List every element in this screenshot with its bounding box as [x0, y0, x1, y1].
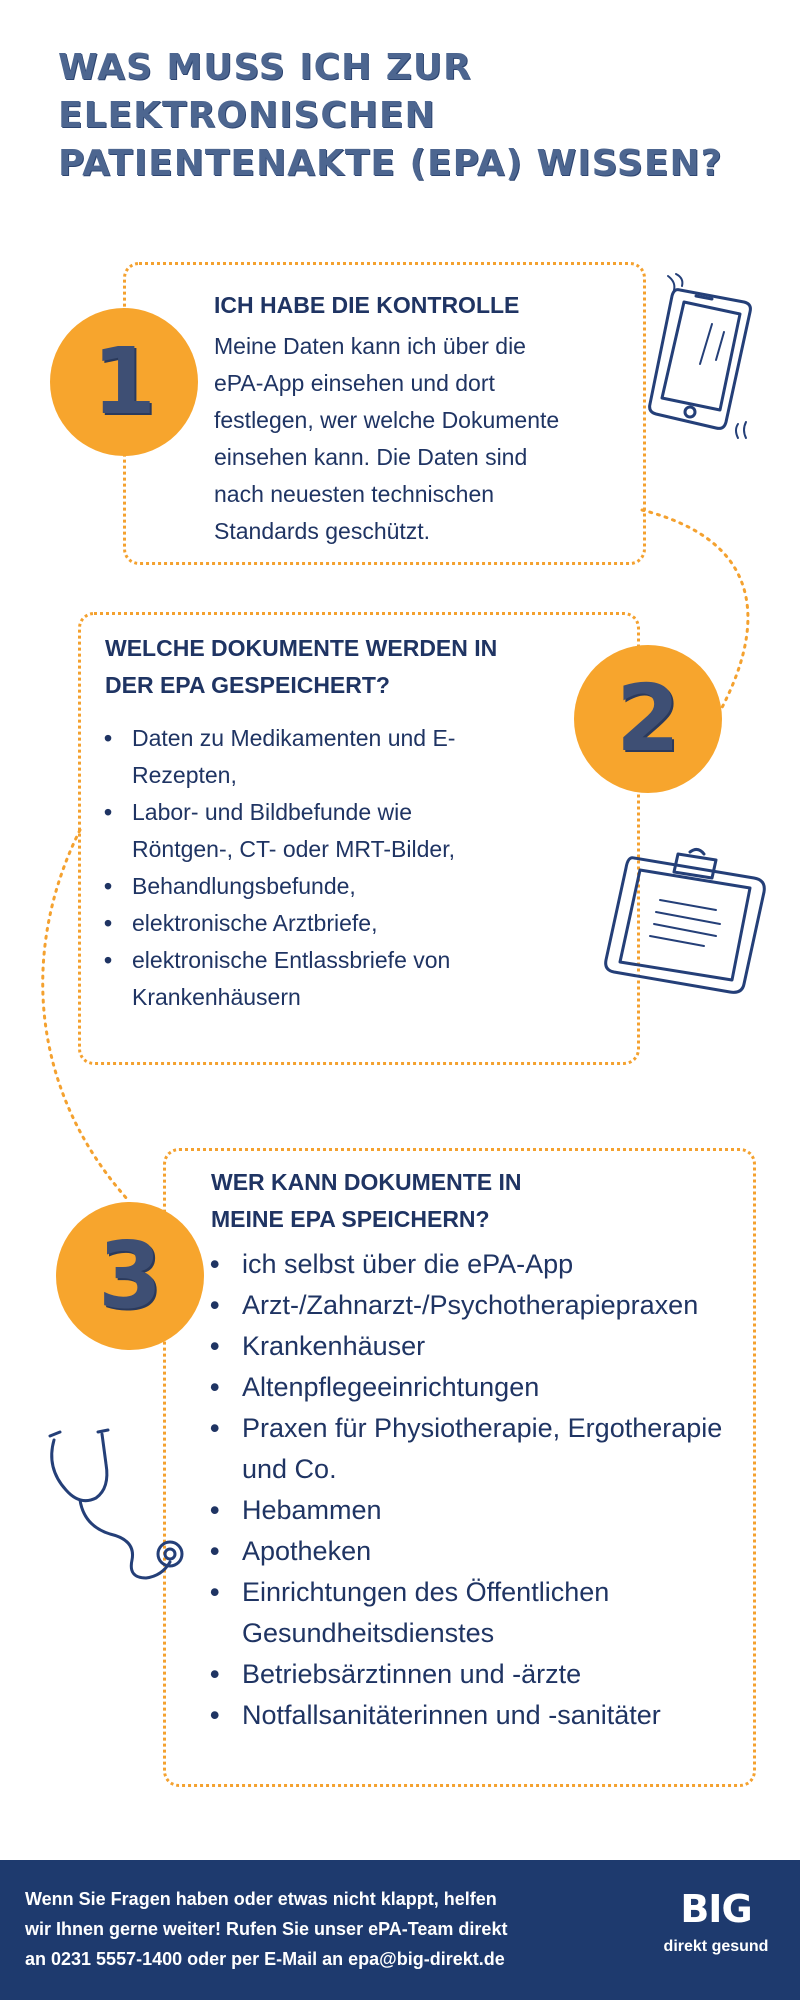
list-item-text: Arzt-/Zahnarzt-/Psychotherapiepraxen [242, 1290, 699, 1320]
title-line-3: PATIENTENAKTE (EPA) WISSEN? [58, 143, 723, 184]
list-item-text: Betriebsärztinnen und -ärzte [242, 1659, 582, 1689]
section-3-number-circle [56, 1202, 204, 1350]
list-item [210, 1244, 750, 1285]
section-1-line: ePA-App einsehen und dort [214, 370, 495, 396]
list-item-text: Altenpflegeeinrichtungen [242, 1372, 540, 1402]
section-1-number: 1 [91, 328, 156, 435]
list-item [210, 1531, 750, 1572]
list-item [104, 868, 564, 905]
title-line-2: ELEKTRONISCHEN [58, 95, 436, 136]
list-item-text: Praxen für Physiotherapie, Ergotherapie [242, 1413, 723, 1443]
big-logo-tagline: direkt gesund [663, 1938, 769, 1955]
section-1-line: einsehen kann. Die Daten sind [214, 444, 528, 470]
list-item-text: elektronische Entlassbriefe von [132, 947, 451, 973]
footer-line: Wenn Sie Fragen haben oder etwas nicht klappt, helfen [25, 1889, 497, 1909]
section-1-line: festlegen, wer welche Dokumente [214, 407, 560, 433]
section-3-heading-line: MEINE EPA SPEICHERN? [211, 1206, 490, 1232]
footer-contact-text [25, 1884, 585, 1974]
section-2-number-circle [574, 645, 722, 793]
section-3-heading [211, 1164, 651, 1238]
list-item-text: elektronische Arztbriefe, [132, 910, 378, 936]
list-item-text: Einrichtungen des Öffentlichen [242, 1577, 610, 1607]
list-item [104, 905, 564, 942]
list-item-text: Labor- und Bildbefunde wie [132, 799, 413, 825]
stethoscope-icon [44, 1428, 194, 1588]
list-item [104, 942, 564, 1016]
list-item [210, 1326, 750, 1367]
section-2-heading-line: WELCHE DOKUMENTE WERDEN IN [105, 635, 498, 661]
section-1-line: nach neuesten technischen [214, 481, 495, 507]
list-item [210, 1490, 750, 1531]
list-item-text: Behandlungsbefunde, [132, 873, 356, 899]
title-line-1: WAS MUSS ICH ZUR [58, 47, 472, 88]
list-item-text: Krankenhäuser [242, 1331, 426, 1361]
list-item-text: Apotheken [242, 1536, 372, 1566]
big-logo-mark: BIG [680, 1887, 752, 1931]
smartphone-icon [640, 272, 760, 452]
footer-line: wir Ihnen gerne weiter! Rufen Sie unser ePA-Team direkt [25, 1919, 508, 1939]
section-2-list [104, 720, 564, 1016]
list-item-text: Krankenhäusern [132, 984, 301, 1010]
list-item [210, 1572, 750, 1654]
list-item [210, 1367, 750, 1408]
page-title [58, 44, 778, 188]
clipboard-icon [604, 848, 774, 998]
list-item-text: Gesundheitsdienstes [242, 1618, 495, 1648]
list-item-text: und Co. [242, 1454, 337, 1484]
section-1-number-circle [50, 308, 198, 456]
section-2-heading [105, 630, 545, 704]
list-item-text: ich selbst über die ePA-App [242, 1249, 574, 1279]
list-item [104, 794, 564, 868]
section-1-text [214, 328, 634, 550]
list-item [210, 1285, 750, 1326]
list-item-text: Hebammen [242, 1495, 382, 1525]
list-item [210, 1408, 750, 1490]
section-3-heading-line: WER KANN DOKUMENTE IN [211, 1169, 522, 1195]
list-item-text: Rezepten, [132, 762, 237, 788]
section-1-heading: ICH HABE DIE KONTROLLE [214, 292, 520, 318]
list-item-text: Notfallsanitäterinnen und -sanitäter [242, 1700, 661, 1730]
list-item [104, 720, 564, 794]
list-item [210, 1654, 750, 1695]
section-1-line: Meine Daten kann ich über die [214, 333, 526, 359]
big-logo[interactable] [656, 1882, 776, 1982]
section-1-line: Standards geschützt. [214, 518, 431, 544]
section-2-heading-line: DER EPA GESPEICHERT? [105, 672, 390, 698]
list-item [210, 1695, 750, 1736]
section-3-list [210, 1244, 750, 1736]
footer-line: an 0231 5557-1400 oder per E-Mail an epa@big-direkt.de [25, 1949, 505, 1969]
section-3-number: 3 [97, 1222, 162, 1329]
footer [0, 1860, 800, 2000]
section-2-number: 2 [615, 665, 680, 772]
list-item-text: Röntgen-, CT- oder MRT-Bilder, [132, 836, 455, 862]
list-item-text: Daten zu Medikamenten und E- [132, 725, 456, 751]
